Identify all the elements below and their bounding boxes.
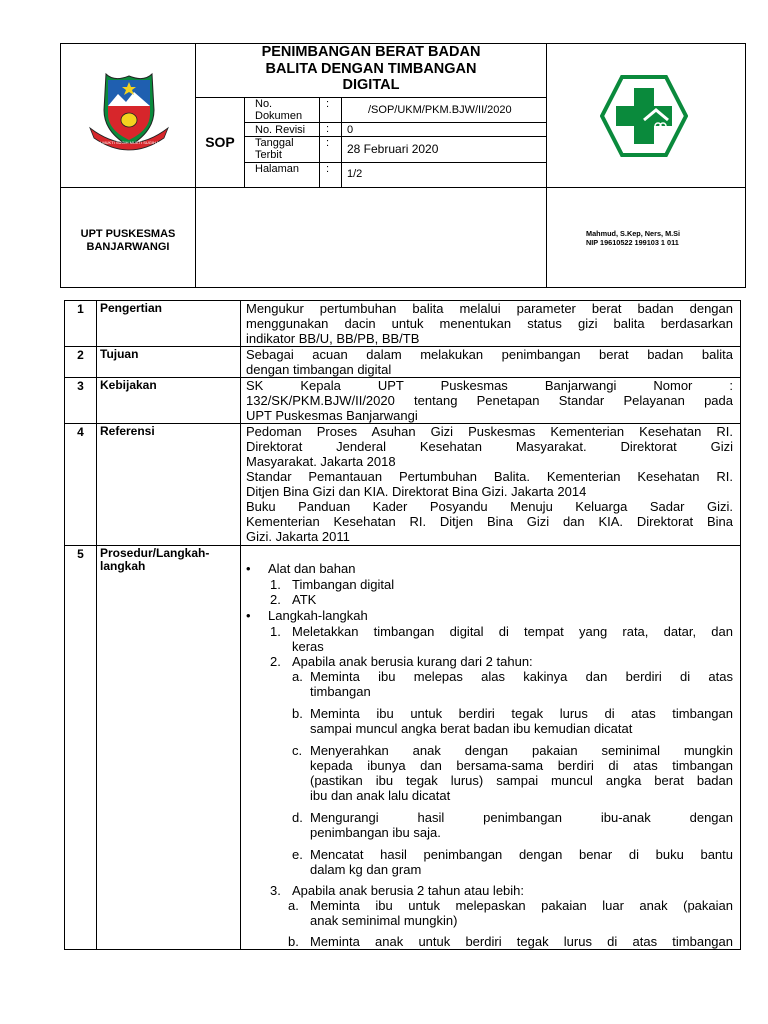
text-line: Ditjen Bina Gizi dan KIA. Direktorat Bina Gizi. Jakarta 2014 [246,484,587,499]
meta-sep: : [326,163,330,175]
title-line: BALITA DENGAN TIMBANGAN [265,60,477,77]
list-number: 2. [270,592,281,607]
row-label-purpose: Tujuan [100,347,139,361]
text-line: Pedoman Proses Asuhan Gizi Puskesmas Kementerian Kesehatan RI. [246,424,733,439]
text-line: Kementerian Kesehatan RI. Ditjen Bina Gizi dan KIA. Direktorat Bina [246,514,733,529]
list-number: 3. [270,883,281,898]
list-letter: b. [292,706,303,721]
bullet: • [246,561,251,576]
label-line: Prosedur/Langkah- [100,546,210,560]
list-number: 2. [270,654,281,669]
sop-label: SOP [205,134,235,150]
divider [319,97,320,187]
section-heading: Langkah-langkah [268,608,368,623]
org-line: UPT PUSKESMAS [80,228,176,240]
signatory-block [586,229,680,247]
organization-name [62,228,194,254]
regency-crest-logo [84,70,174,160]
divider [195,97,546,98]
meta-value-doc-no: /SOP/UKM/PKM.BJW/II/2020 [368,104,512,116]
text-line: timbangan [310,684,371,699]
text-line: sampai muncul angka berat badan ibu kemudian dicatat [310,721,633,736]
text-line: SK Kepala UPT Puskesmas Banjarwangi Nomor : [246,378,733,393]
list-number: 1. [270,624,281,639]
text-line: ibu dan anak lalu dicatat [310,788,451,803]
text-line: kepada ibunya dan bersama-sama berdiri di atas timbangan [310,758,733,773]
row-label-policy: Kebijakan [100,378,157,392]
text-line: penimbangan ibu saja. [310,825,441,840]
row-label-procedure [100,547,235,573]
meta-label-line: Terbit [255,149,282,161]
list-number: 1. [270,577,281,592]
row-number: 1 [77,302,84,316]
divider [60,187,746,188]
text-line: Mencatat hasil penimbangan dengan benar di buku bantu [310,847,733,862]
row-number: 5 [77,547,84,561]
text-line: dalam kg dan gram [310,862,422,877]
meta-value-revision: 0 [347,124,354,136]
divider [244,97,245,187]
row-label-reference: Referensi [100,424,155,438]
text-line: Sebagai acuan dalam melakukan penimbangan berat badan balita [246,347,733,362]
text-line: Buku Panduan Kader Posyandu Menuju Keluarga Sadar Gizi. [246,499,733,514]
text-line: Gizi. Jakarta 2011 [246,529,350,544]
meta-sep: : [326,98,330,110]
meta-label-page: Halaman [255,163,300,175]
title-line: PENIMBANGAN BERAT BADAN [261,44,481,60]
divider [244,122,546,123]
text-line: UPT Puskesmas Banjarwangi [246,408,418,423]
signatory-nip: NIP 19610522 199103 1 011 [586,238,679,247]
signatory-name: Mahmud, S.Kep, Ners, M.Si [586,229,681,238]
title-line: DIGITAL [342,77,400,93]
document-title [196,44,546,94]
row-number: 4 [77,425,84,439]
org-line: BANJARWANGI [86,241,170,253]
meta-value-date: 28 Februari 2020 [347,142,439,156]
meta-label-line: No. [255,98,273,110]
text-line: Meminta ibu melepas alas kakinya dan berdiri di atas [310,669,733,684]
meta-label-doc-no [255,98,302,122]
divider [240,300,241,950]
row-label-definition: Pengertian [100,301,163,315]
text-line: (pastikan ibu tegak lurus) sampai muncul angka berat badan [310,773,733,788]
row-number: 3 [77,379,84,393]
list-item: ATK [292,592,317,607]
text-line: Meminta anak untuk berdiri tegak lurus di atas timbangan [310,934,733,949]
text-line: Mengurangi hasil penimbangan ibu-anak dengan [310,810,733,825]
text-line: Meminta ibu untuk berdiri tegak lurus di atas timbangan [310,706,733,721]
text-line: Direktorat Jenderal Kesehatan Masyarakat. Direktorat Gizi [246,439,733,454]
list-letter: a. [288,898,299,913]
text-line: keras [292,639,324,654]
divider [546,43,547,288]
meta-label-date [255,137,294,161]
label-line: langkah [100,559,146,573]
meta-label-revision: No. Revisi [255,124,306,136]
divider [341,97,342,187]
bullet: • [246,608,251,623]
text-line: dengan timbangan digital [246,362,392,377]
divider [96,300,97,950]
list-letter: c. [292,743,303,758]
text-line: Mengukur pertumbuhan balita melalui parameter berat badan dengan [246,301,733,316]
text-line: Menyerahkan anak dengan pakaian seminimal mungkin [310,743,733,758]
health-cross-logo [600,74,688,158]
list-letter: d. [292,810,303,825]
meta-label-line: Tanggal [255,137,294,149]
meta-value-page: 1/2 [347,168,363,180]
text-line: Apabila anak berusia 2 tahun atau lebih: [292,883,525,898]
text-line: indikator BB/U, BB/PB, BB/TB [246,331,420,346]
list-letter: e. [292,847,303,862]
section-heading: Alat dan bahan [268,561,356,576]
list-letter: a. [292,669,303,684]
text-line: 132/SK/PKM.BJW/II/2020 tentang Penetapan Standar Pelayanan pada [246,393,733,408]
meta-label-line: Dokumen [255,110,303,122]
text-line: anak seminimal mungkin) [310,913,458,928]
text-line: Meminta ibu untuk melepaskan pakaian luar anak (pakaian [310,898,733,913]
text-line: Apabila anak berusia kurang dari 2 tahun: [292,654,533,669]
row-number: 2 [77,348,84,362]
list-item: Timbangan digital [292,577,395,592]
meta-sep: : [326,123,330,135]
meta-sep: : [326,137,330,149]
text-line: Masyarakat. Jakarta 2018 [246,454,396,469]
text-line: menggunakan dacin untuk menentukan status gizi balita berdasarkan [246,316,733,331]
text-line: Meletakkan timbangan digital di tempat yang rata, datar, dan [292,624,733,639]
list-letter: b. [288,934,299,949]
crest-ribbon-text: SUGIH MUKTI SUGIH MUKTI SUGIH MUKTI [88,140,170,145]
text-line: Standar Pemantauan Pertumbuhan Balita. Kementerian Kesehatan RI. [246,469,733,484]
